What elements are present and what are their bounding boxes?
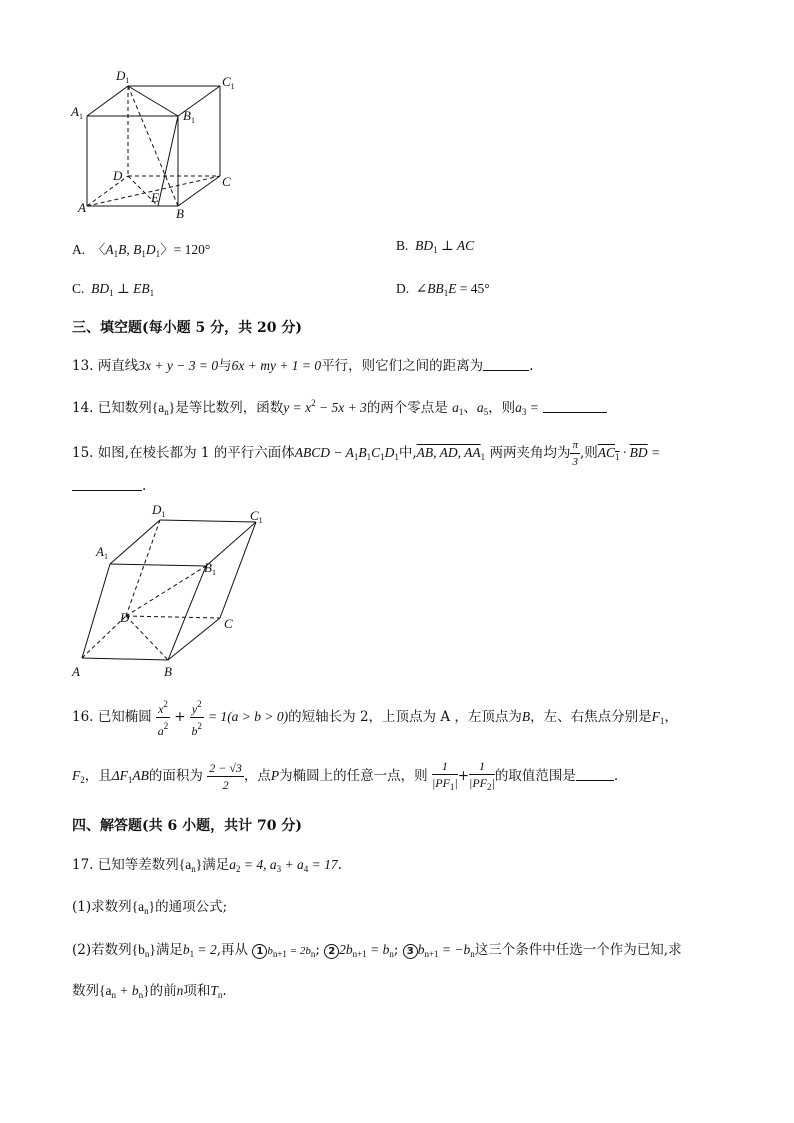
- question-17-part-2: (2)若数列$\{b_n\}$满足$b_1 = 2$,再从 1 $b_{n+1} = 2b_n$; 2 $2b_{n+1} = b_n$; 3 $b_{n+1} = -b_n$这三个条件中任选一个作为已知,求: [72, 942, 682, 959]
- option-a: A. 〈$A_1B$, $B_1D_1$〉= 120°: [72, 242, 211, 259]
- section-3-title: 三、填空题(每小题 5 分，共 20 分): [72, 320, 302, 336]
- option-circle-1: 1: [252, 944, 267, 959]
- question-16-line-1: 16. 已知椭圆 $\frac{x^2}{a^2}$ + $\frac{y^2}{b^2}$ = 1(a > b > 0)的短轴长为 2，上顶点为 A ，左顶点为B，左、右焦点分别是$F_1$，: [72, 696, 678, 739]
- question-17-part-1: (1)求数列$\{a_n\}$的通项公式;: [72, 899, 228, 916]
- question-15-blank-line: .: [72, 478, 146, 494]
- question-15: 15. 如图,在棱长都为 1 的平行六面体ABCD − $A_1B_1C_1D_1$中,AB, AD, $AA_1$ 两两夹角均为 $\frac{\pi}{3}$ ,则$AC_1 \cdot \overline{BD}$ =: [72, 439, 661, 468]
- label-A1: $A_1$: [71, 104, 83, 121]
- question-17: 17. 已知等差数列$\{a_n\}$满足$a_2 = 4$, $a_3 + a_4 = 17$.: [72, 857, 342, 874]
- label-E: E: [151, 190, 159, 205]
- option-c: C. $BD_1$ ⊥ $EB_1$: [72, 281, 155, 298]
- option-circle-2: 2: [324, 944, 339, 959]
- label-C: C: [224, 616, 233, 631]
- question-13: 13. 两直线3x + y − 3 = 0与6x + my + 1 = 0平行，则它们之间的距离为 .: [72, 358, 534, 374]
- label-D1: $D_1$: [116, 68, 130, 85]
- parallelepiped-figure: [70, 500, 280, 685]
- cube-figure: [70, 64, 250, 224]
- answer-blank-14: [543, 400, 607, 413]
- label-B1: $B_1$: [204, 560, 216, 577]
- answer-blank-15: [72, 478, 142, 491]
- label-B: B: [164, 664, 172, 679]
- question-16-line-2: $F_2$，且$\Delta F_1AB$的面积为 $\frac{2 - √3}{2}$ ，点P为椭圆上的任意一点，则 $\frac{1}{|PF_1|}$ + $\frac{1}{|PF_2|}$ 的取值范围是 .: [72, 759, 619, 792]
- label-D: D: [113, 168, 123, 183]
- label-A: A: [72, 664, 80, 679]
- label-D1: $D_1$: [152, 502, 166, 519]
- label-C1: $C_1$: [222, 74, 235, 91]
- option-circle-3: 3: [403, 944, 418, 959]
- label-A1: $A_1$: [96, 544, 108, 561]
- answer-blank-13: [483, 358, 529, 371]
- label-C: C: [222, 174, 231, 189]
- label-D: D: [120, 610, 130, 625]
- question-14: 14. 已知数列$\{a_n\}$是等比数列，函数$y = x^2 - 5x + 3$的两个零点是 $a_1$、$a_5$，则$a_3$ =: [72, 396, 607, 417]
- option-d: D. $\angle BB_1E = 45^\circ$: [396, 281, 490, 298]
- label-B: B: [176, 206, 184, 221]
- label-C1: $C_1$: [250, 508, 263, 525]
- question-17-part-2-cont: 数列$\{a_n + b_n\}$的前n项和$T_n$.: [72, 983, 227, 1000]
- label-B1: $B_1$: [183, 108, 195, 125]
- label-A: A: [78, 200, 86, 215]
- section-4-title: 四、解答题(共 6 小题，共计 70 分): [72, 818, 302, 834]
- answer-blank-16: [576, 768, 614, 781]
- option-b: B. $BD_1$ ⊥ AC: [396, 238, 475, 255]
